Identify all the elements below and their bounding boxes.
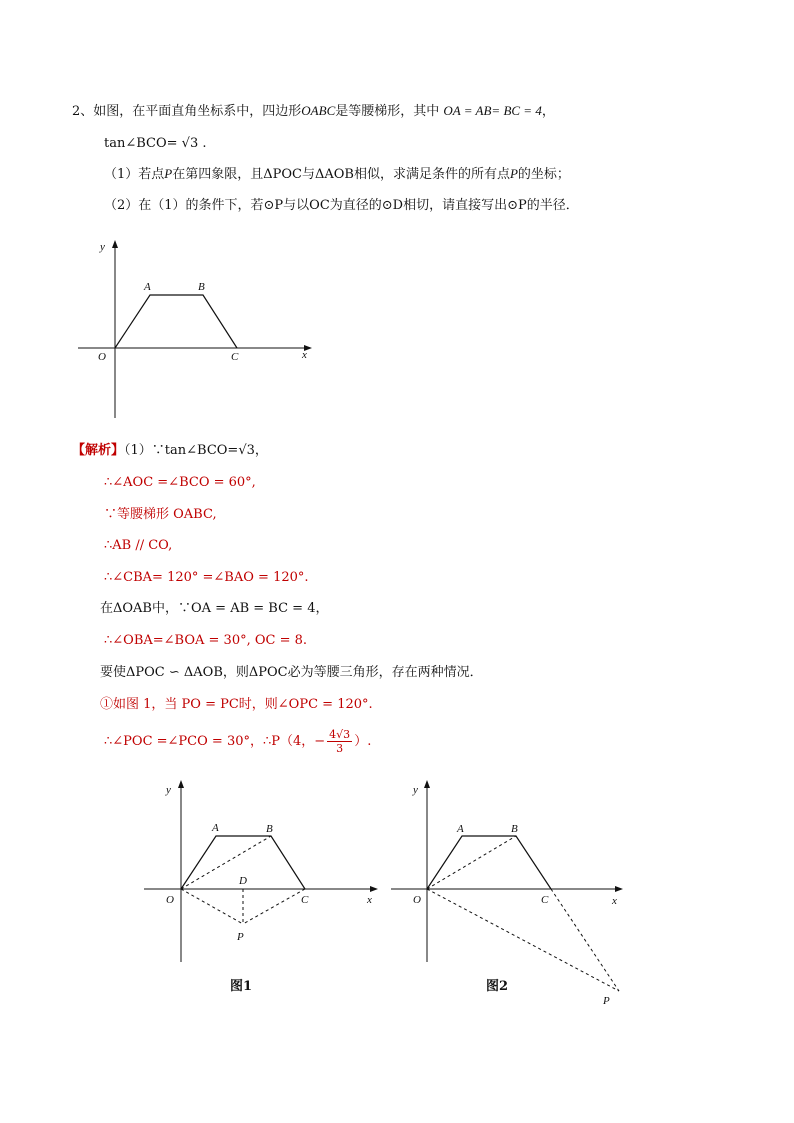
label-b: B xyxy=(511,823,518,835)
label-a: A xyxy=(457,823,464,835)
problem-statement-a: 如图，在平面直角坐标系中，四边形 xyxy=(93,104,302,119)
x-axis-arrow xyxy=(615,886,623,892)
label-c: C xyxy=(301,894,309,906)
label-x: x xyxy=(612,895,617,907)
point-p-2: P xyxy=(509,166,518,181)
solution-s10-a: ∴∠POC =∠PCO = 30°，∴P（4，− xyxy=(104,734,326,749)
solution-s4: ∴AB // CO, xyxy=(104,538,173,553)
fraction-numerator: 4√3 xyxy=(329,728,351,741)
label-o: O xyxy=(166,894,174,906)
segment-cp xyxy=(243,889,305,924)
segment-ob xyxy=(181,836,271,889)
problem-number: 2、 xyxy=(72,104,94,119)
solution-s6: 在ΔOAB中，∵OA = AB = BC = 4， xyxy=(100,601,329,616)
figure-2 xyxy=(385,776,635,1012)
solution-line-8 xyxy=(100,663,483,683)
problem-statement-end: ， xyxy=(541,104,555,119)
solution-line-5 xyxy=(104,568,309,588)
segment-op xyxy=(427,889,619,991)
part1-c: 的坐标； xyxy=(517,167,570,182)
problem-statement-b: 是等腰梯形，其中 xyxy=(335,104,440,119)
segment-ob xyxy=(427,836,516,889)
solution-s5: ∴∠CBA= 120° =∠BAO = 120°. xyxy=(104,570,309,585)
problem-part-1 xyxy=(104,164,570,185)
trapezoid-oabc xyxy=(115,295,237,348)
label-a: A xyxy=(144,281,151,293)
solution-line-1 xyxy=(72,441,268,461)
part1-a: （1）若点 xyxy=(104,167,165,182)
label-d: D xyxy=(239,875,247,887)
solution-s7: ∴∠OBA=∠BOA = 30°, OC = 8. xyxy=(104,633,308,648)
label-a: A xyxy=(212,822,219,834)
solution-s10-b: ）. xyxy=(354,734,372,749)
solution-line-7 xyxy=(104,631,307,651)
solution-s9: ①如图 1，当 PO = PC时，则∠OPC = 120°. xyxy=(100,697,373,712)
label-b: B xyxy=(266,823,273,835)
main-figure xyxy=(70,236,320,426)
solution-s2: ∴∠AOC =∠BCO = 60°, xyxy=(104,475,256,490)
solution-line-6 xyxy=(100,599,328,619)
label-o: O xyxy=(98,351,106,363)
fraction-denominator: 3 xyxy=(336,742,344,755)
label-c: C xyxy=(231,351,239,363)
figure-1-caption: 图1 xyxy=(230,979,253,994)
trapezoid-oabc xyxy=(427,836,551,889)
label-p: P xyxy=(603,995,610,1007)
label-o: O xyxy=(413,894,421,906)
y-axis-arrow xyxy=(424,780,430,788)
solution-line-2 xyxy=(104,473,256,493)
solution-line-3 xyxy=(104,505,217,525)
problem-part-2 xyxy=(104,196,579,216)
problem-line-2 xyxy=(104,134,206,154)
quad-name: OABC xyxy=(301,103,336,118)
point-p: P xyxy=(164,166,173,181)
label-y: y xyxy=(166,784,171,796)
label-b: B xyxy=(198,281,205,293)
label-p: P xyxy=(237,931,244,943)
solution-s8: 要使ΔPOC ∽ ΔAOB，则ΔPOC必为等腰三角形，存在两种情况． xyxy=(100,665,483,680)
label-x: x xyxy=(302,349,307,361)
problem-line-1 xyxy=(72,101,555,122)
figure-2-caption: 图2 xyxy=(486,979,509,994)
equal-sides: OA = AB= BC = 4 xyxy=(443,103,542,118)
solution-line-9 xyxy=(100,695,373,715)
y-axis-arrow xyxy=(112,240,118,248)
label-y: y xyxy=(413,784,418,796)
label-x: x xyxy=(367,894,372,906)
y-axis-arrow xyxy=(178,780,184,788)
label-c: C xyxy=(541,894,549,906)
solution-line-10 xyxy=(104,728,371,755)
solution-s1: （1）∵tan∠BCO=√3， xyxy=(124,443,268,458)
x-axis-arrow xyxy=(370,886,378,892)
part1-b: 在第四象限，且ΔPOC与ΔAOB相似，求满足条件的所有点 xyxy=(172,167,510,182)
figure-1 xyxy=(138,776,388,966)
label-y: y xyxy=(100,241,105,253)
fraction-y xyxy=(327,728,352,755)
solution-s3: ∵等腰梯形 OABC, xyxy=(104,507,217,522)
solution-line-4 xyxy=(104,536,172,556)
segment-cp xyxy=(551,889,619,991)
solution-label: 【解析】 xyxy=(72,443,125,458)
part2: （2）在（1）的条件下，若⊙P与以OC为直径的⊙D相切，请直接写出⊙P的半径． xyxy=(104,198,579,213)
segment-op xyxy=(181,889,243,924)
tan-given: tan∠BCO= √3 . xyxy=(104,136,207,151)
